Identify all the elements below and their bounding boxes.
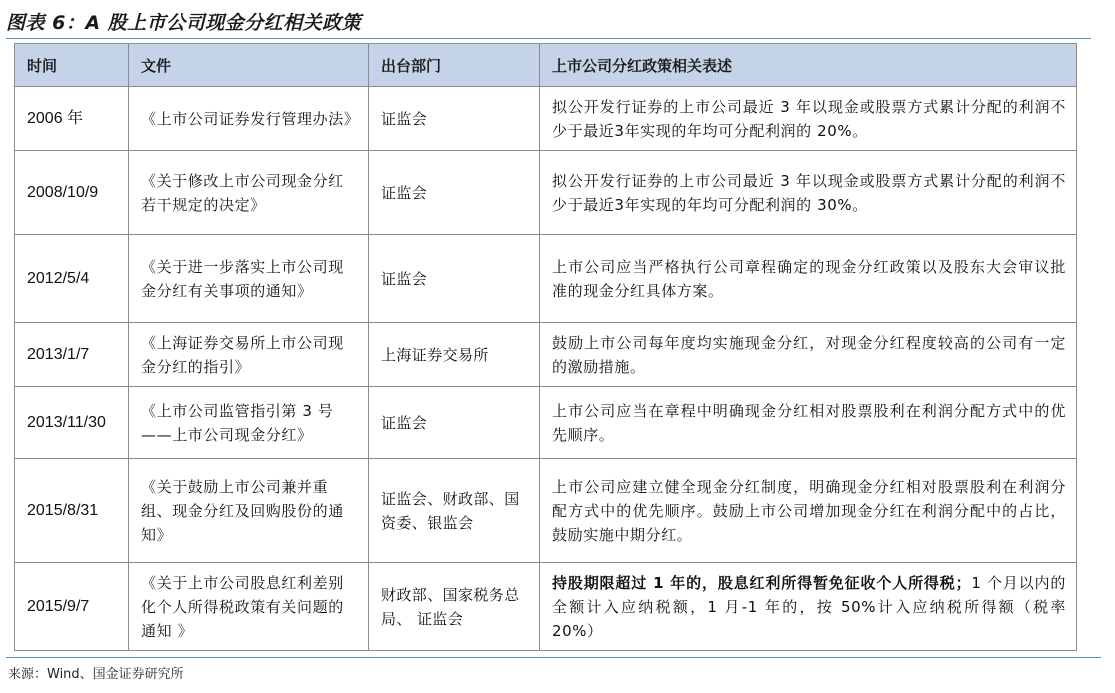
table-header-row: [15, 44, 1077, 87]
table-row: [15, 563, 1077, 651]
cell-department: 证监会: [369, 151, 540, 235]
cell-file: 《上海证券交易所上市公司现金分红的指引》: [129, 323, 369, 387]
cell-description: [540, 87, 1077, 151]
figure-title: 图表 6：A 股上市公司现金分红相关政策: [6, 12, 362, 34]
column-header-time: 时间: [15, 44, 129, 87]
cell-department: 上海证券交易所: [369, 323, 540, 387]
cell-file: 《关于鼓励上市公司兼并重组、现金分红及回购股份的通知》: [129, 459, 369, 563]
footer-divider: [6, 657, 1101, 658]
description-text: 拟公开发行证券的上市公司最近 3 年以现金或股票方式累计分配的利润不少于最近3年实现的年均可分配利润的 20%。: [552, 97, 1066, 140]
table-row: [15, 235, 1077, 323]
table-row: [15, 323, 1077, 387]
cell-department: 证监会: [369, 235, 540, 323]
cell-file: 《关于上市公司股息红利差别化个人所得税政策有关问题的通知 》: [129, 563, 369, 651]
column-header-description: 上市公司分红政策相关表述: [540, 44, 1077, 87]
cell-date: 2013/11/30: [15, 387, 129, 459]
description-text: 上市公司应当在章程中明确现金分红相对股票股利在利润分配方式中的优先顺序。: [552, 401, 1066, 444]
description-text: 上市公司应当严格执行公司章程确定的现金分红政策以及股东大会审议批准的现金分红具体方案。: [552, 257, 1066, 300]
description-text: 拟公开发行证券的上市公司最近 3 年以现金或股票方式累计分配的利润不少于最近3年实现的年均可分配利润的 30%。: [552, 171, 1066, 214]
cell-department: 证监会: [369, 387, 540, 459]
source-note: 来源：Wind、国金证券研究所: [8, 667, 184, 682]
cell-description: [540, 459, 1077, 563]
cell-date: 2013/1/7: [15, 323, 129, 387]
table-row: [15, 459, 1077, 563]
cell-file: 《关于修改上市公司现金分红若干规定的决定》: [129, 151, 369, 235]
column-header-department: 出台部门: [369, 44, 540, 87]
cell-description: [540, 563, 1077, 651]
cell-date: 2015/9/7: [15, 563, 129, 651]
policy-table: [14, 43, 1077, 651]
table-row: [15, 151, 1077, 235]
cell-file: 《关于进一步落实上市公司现金分红有关事项的通知》: [129, 235, 369, 323]
description-text: 鼓励上市公司每年度均实施现金分红，对现金分红程度较高的公司有一定的激励措施。: [552, 333, 1066, 376]
cell-description: [540, 387, 1077, 459]
cell-date: 2006 年: [15, 87, 129, 151]
cell-description: [540, 151, 1077, 235]
column-header-file: 文件: [129, 44, 369, 87]
table-row: [15, 387, 1077, 459]
cell-date: 2008/10/9: [15, 151, 129, 235]
description-text: 上市公司应建立健全现金分红制度，明确现金分红相对股票股利在利润分配方式中的优先顺序。鼓励上市公司增加现金分红在利润分配中的占比，鼓励实施中期分红。: [552, 477, 1066, 544]
cell-file: 《上市公司监管指引第 3 号——上市公司现金分红》: [129, 387, 369, 459]
cell-date: 2012/5/4: [15, 235, 129, 323]
cell-date: 2015/8/31: [15, 459, 129, 563]
description-emphasis: 持股期限超过 1 年的，股息红利所得暂免征收个人所得税；: [552, 573, 972, 592]
title-divider: [6, 38, 1091, 39]
cell-description: [540, 235, 1077, 323]
description-text: 1 个月以内的全额计入应纳税额，1 月-1 年的，按 50%计入应纳税所得额（税率 20%）: [552, 573, 1067, 640]
cell-file: 《上市公司证券发行管理办法》: [129, 87, 369, 151]
cell-department: 证监会、财政部、国资委、银监会: [369, 459, 540, 563]
cell-department: 证监会: [369, 87, 540, 151]
table-row: [15, 87, 1077, 151]
cell-description: [540, 323, 1077, 387]
cell-department: 财政部、国家税务总局、 证监会: [369, 563, 540, 651]
